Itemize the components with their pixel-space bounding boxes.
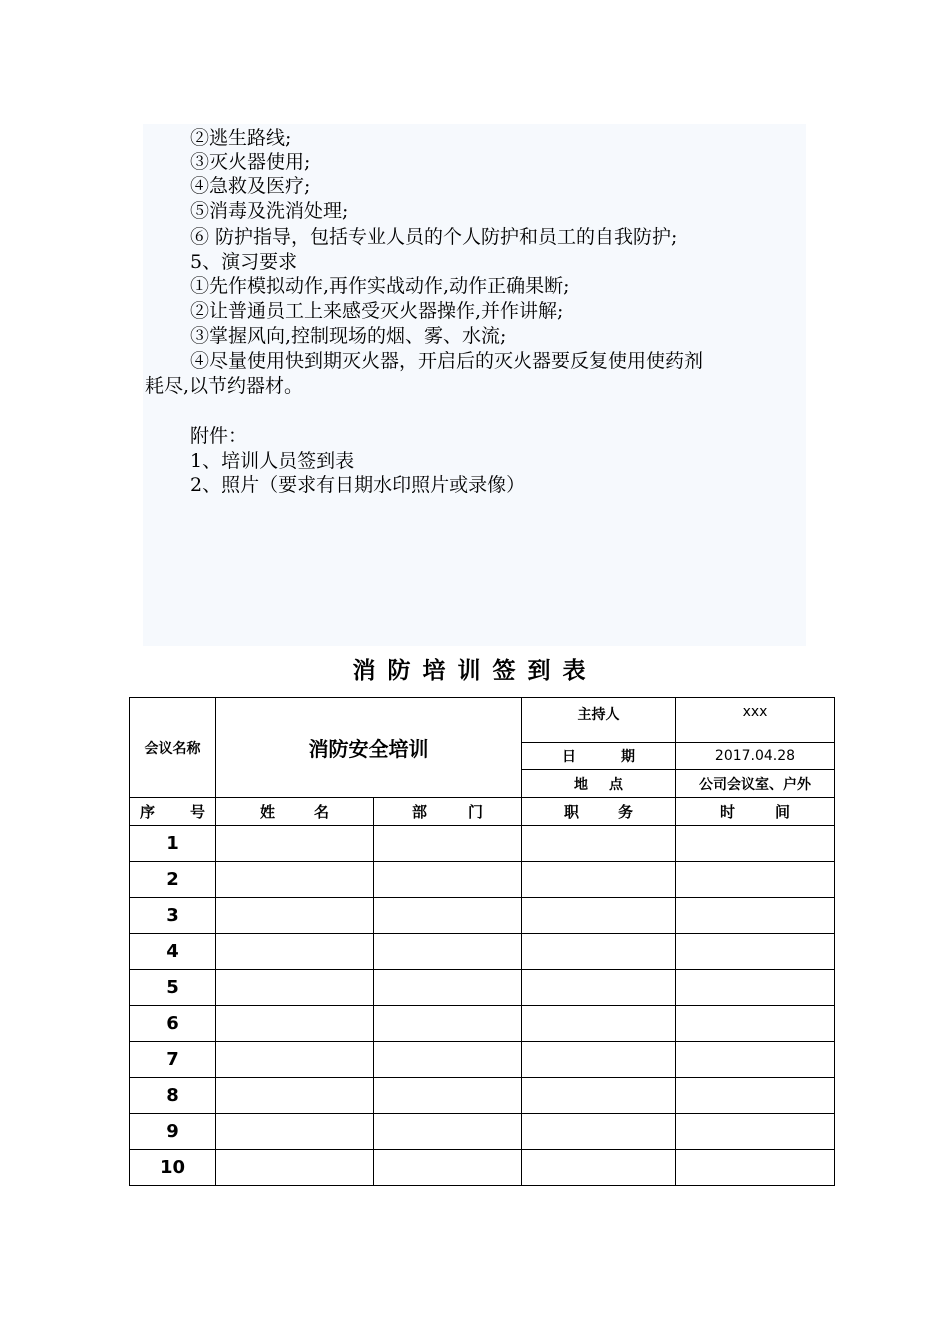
time-cell[interactable] <box>676 934 835 970</box>
place-label-char: 点 <box>609 776 623 793</box>
table-row <box>130 970 835 1006</box>
time-cell[interactable] <box>676 862 835 898</box>
host-value: xxx <box>676 698 835 743</box>
time-cell[interactable] <box>676 1078 835 1114</box>
dept-cell[interactable] <box>374 1114 522 1150</box>
row-number: 4 <box>130 934 216 970</box>
place-value: 公司会议室、户外 <box>676 770 835 798</box>
position-cell[interactable] <box>522 1114 676 1150</box>
row-number: 6 <box>130 1006 216 1042</box>
position-cell[interactable] <box>522 1042 676 1078</box>
time-cell[interactable] <box>676 1042 835 1078</box>
name-cell[interactable] <box>216 862 374 898</box>
position-cell[interactable] <box>522 934 676 970</box>
row-number: 10 <box>130 1150 216 1186</box>
name-cell[interactable] <box>216 934 374 970</box>
table-row <box>130 1150 835 1186</box>
position-cell[interactable] <box>522 1150 676 1186</box>
row-number: 8 <box>130 1078 216 1114</box>
column-header-dept: 部 门 <box>374 798 522 826</box>
body-line: 2、照片（要求有日期水印照片或录像） <box>190 474 526 496</box>
body-line: ③灭火器使用; <box>190 151 311 173</box>
column-header-time: 时 间 <box>676 798 835 826</box>
date-label-char: 日 <box>562 749 576 765</box>
dept-cell[interactable] <box>374 898 522 934</box>
body-line: ⑥ 防护指导，包括专业人员的个人防护和员工的自我防护; <box>190 226 678 248</box>
dept-cell[interactable] <box>374 1006 522 1042</box>
name-cell[interactable] <box>216 1150 374 1186</box>
row-number: 9 <box>130 1114 216 1150</box>
table-row <box>130 1042 835 1078</box>
meeting-name-value: 消防安全培训 <box>216 698 522 798</box>
place-label <box>522 770 676 798</box>
row-number: 7 <box>130 1042 216 1078</box>
table-row <box>130 826 835 862</box>
name-cell[interactable] <box>216 1078 374 1114</box>
table-row <box>130 1078 835 1114</box>
position-cell[interactable] <box>522 898 676 934</box>
time-cell[interactable] <box>676 1150 835 1186</box>
name-cell[interactable] <box>216 1006 374 1042</box>
time-cell[interactable] <box>676 826 835 862</box>
row-number: 2 <box>130 862 216 898</box>
dept-cell[interactable] <box>374 826 522 862</box>
dept-cell[interactable] <box>374 1078 522 1114</box>
name-cell[interactable] <box>216 1114 374 1150</box>
body-line: ①先作模拟动作,再作实战动作,动作正确果断; <box>190 275 570 297</box>
name-cell[interactable] <box>216 970 374 1006</box>
dept-cell[interactable] <box>374 1150 522 1186</box>
sign-in-sheet-title: 消防培训签到表 <box>352 658 598 684</box>
dept-cell[interactable] <box>374 1042 522 1078</box>
column-header-name: 姓 名 <box>216 798 374 826</box>
position-cell[interactable] <box>522 826 676 862</box>
position-cell[interactable] <box>522 1078 676 1114</box>
table-row <box>130 862 835 898</box>
position-cell[interactable] <box>522 1006 676 1042</box>
dept-cell[interactable] <box>374 934 522 970</box>
date-label <box>522 743 676 770</box>
body-line: ③掌握风向,控制现场的烟、雾、水流; <box>190 325 507 347</box>
column-header-position: 职 务 <box>522 798 676 826</box>
position-cell[interactable] <box>522 970 676 1006</box>
body-line: 耗尽,以节约器材。 <box>145 375 304 397</box>
row-number: 5 <box>130 970 216 1006</box>
body-line: 附件： <box>190 425 248 447</box>
date-label-char: 期 <box>621 749 635 765</box>
time-cell[interactable] <box>676 1006 835 1042</box>
name-cell[interactable] <box>216 1042 374 1078</box>
row-number: 3 <box>130 898 216 934</box>
table-row <box>130 898 835 934</box>
time-cell[interactable] <box>676 1114 835 1150</box>
body-line: ②逃生路线; <box>190 127 292 149</box>
table-row <box>130 1006 835 1042</box>
sign-in-table <box>129 697 835 1186</box>
body-line: 5、演习要求 <box>190 251 298 273</box>
position-cell[interactable] <box>522 862 676 898</box>
dept-cell[interactable] <box>374 970 522 1006</box>
table-row <box>130 1114 835 1150</box>
column-header-seq: 序 号 <box>130 798 216 826</box>
meeting-name-label: 会议名称 <box>130 698 216 798</box>
body-line: ②让普通员工上来感受灭火器操作,并作讲解; <box>190 300 564 322</box>
body-line: ④急救及医疗; <box>190 175 311 197</box>
body-line: ④尽量使用快到期灭火器，开启后的灭火器要反复使用使药剂 <box>190 350 704 372</box>
name-cell[interactable] <box>216 826 374 862</box>
body-line: ⑤消毒及洗消处理; <box>190 200 349 222</box>
time-cell[interactable] <box>676 970 835 1006</box>
place-label-char: 地 <box>574 776 588 793</box>
time-cell[interactable] <box>676 898 835 934</box>
host-label: 主持人 <box>522 698 676 743</box>
name-cell[interactable] <box>216 898 374 934</box>
body-line: 1、培训人员签到表 <box>190 450 355 472</box>
date-value: 2017.04.28 <box>676 743 835 770</box>
document-text-block <box>143 124 806 646</box>
table-row <box>130 934 835 970</box>
row-number: 1 <box>130 826 216 862</box>
dept-cell[interactable] <box>374 862 522 898</box>
